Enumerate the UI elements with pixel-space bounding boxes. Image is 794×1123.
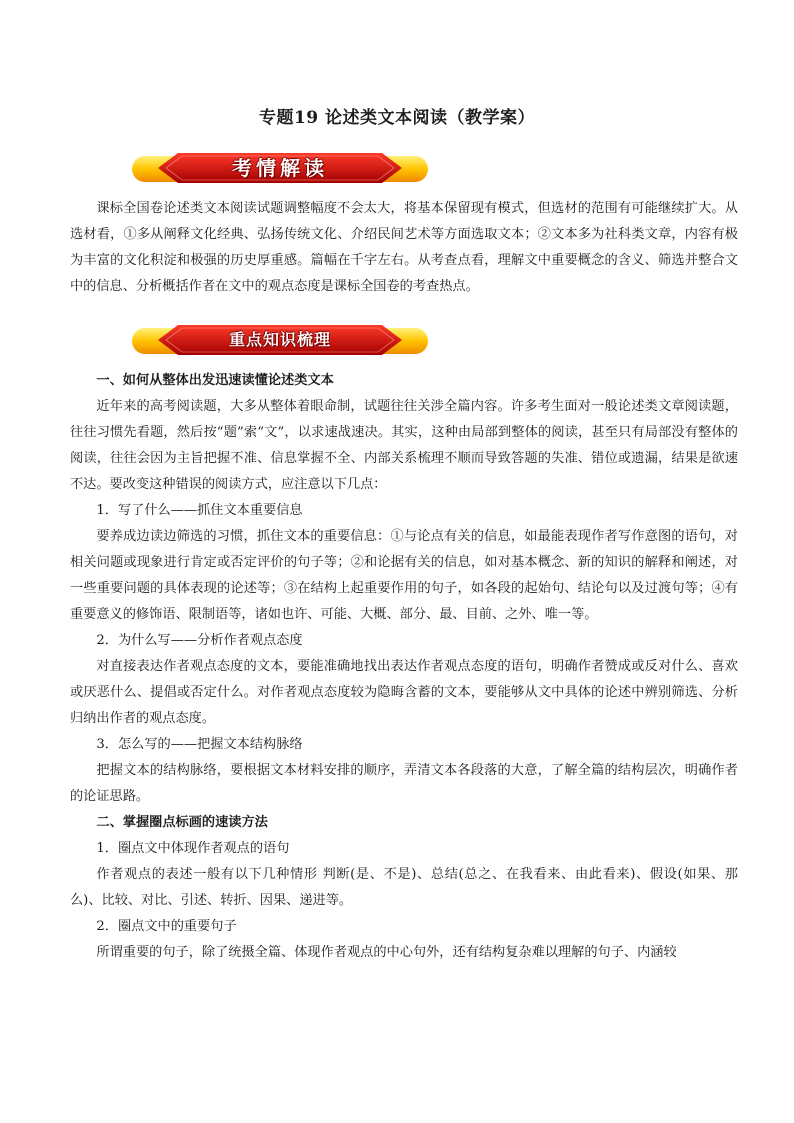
paragraph: 要养成边读边筛选的习惯，抓住文本的重要信息：①与论点有关的信息，如最能表现作者写作意图的语句，对相关问题或现象进行肯定或否定评价的句子等；②和论据有关的信息，如对基本概念、新的知识的解释和阐述，对一些重要问题的具体表现的论述等；③在结构上起重要作用的句子，如各段的起始句、结论句以及过渡句等；④有重要意义的修饰语、限制语等，诸如也许、可能、大概、部分、最、目前、之外、唯一等。 [70,529,738,622]
paragraph: 所谓重要的句子，除了统摄全篇、体现作者观点的中心句外，还有结构复杂难以理解的句子、内涵较 [96,945,677,960]
paragraph: 对直接表达作者观点态度的文本，要能准确地找出表达作者观点态度的语句，明确作者赞成或反对什么、喜欢或厌恶什么、提倡或否定什么。对作者观点态度较为隐晦含蓄的文本，要能够从文中具体的论述中辨别筛选、分析归纳出作者的观点态度。 [70,659,738,726]
subsection-heading: 2．为什么写——分析作者观点态度 [96,633,303,648]
knowledge-body [70,368,738,966]
subsection-heading: 2．圈点文中的重要句子 [96,919,237,934]
intro-paragraph: 课标全国卷论述类文本阅读试题调整幅度不会太大，将基本保留现有模式，但选材的范围有可能继续扩大。从选材看，①多从阐释文化经典、弘扬传统文化、介绍民间艺术等方面选取文本；②文本多为社科类文章，内容有极为丰富的文化积淀和极强的历史厚重感。篇幅在千字左右。从考查点看，理解文中重要概念的含义、筛选并整合文中的信息、分析概括作者在文中的观点态度是课标全国卷的考查热点。 [70,201,738,294]
section-heading: 二、掌握圈点标画的速读方法 [96,815,268,830]
banner-label: 重点知识梳理 [228,330,331,349]
page-title: 专题19 论述类文本阅读（教学案） [258,108,536,128]
intro-section [70,196,738,300]
banner-key-knowledge [130,322,430,358]
banner-exam-analysis [130,150,430,186]
paragraph: 把握文本的结构脉络，要根据文本材料安排的顺序，弄清文本各段落的大意，了解全篇的结构层次，明确作者的论证思路。 [70,763,738,804]
subsection-heading: 1．写了什么——抓住文本重要信息 [96,503,303,518]
subsection-heading: 3．怎么写的——把握文本结构脉络 [96,737,303,752]
subsection-heading: 1．圈点文中体现作者观点的语句 [96,841,290,856]
banner-label: 考情解读 [232,156,328,180]
paragraph: 作者观点的表述一般有以下几种情形 判断(是、不是)、总结(总之、在我看来、由此看来)、假设(如果、那么)、比较、对比、引述、转折、因果、递进等。 [70,867,738,908]
paragraph: 近年来的高考阅读题，大多从整体着眼命制，试题往往关涉全篇内容。许多考生面对一般论述类文章阅读题，往往习惯先看题，然后按“题”索“文”，以求速战速决。其实，这种由局部到整体的阅读，甚至只有局部没有整体的阅读，往往会因为主旨把握不准、信息掌握不全、内部关系梳理不顺而导致答题的失准、错位或遗漏，结果是欲速不达。要改变这种错误的阅读方式，应注意以下几点： [70,399,738,492]
section-heading: 一、如何从整体出发迅速读懂论述类文本 [96,373,334,388]
